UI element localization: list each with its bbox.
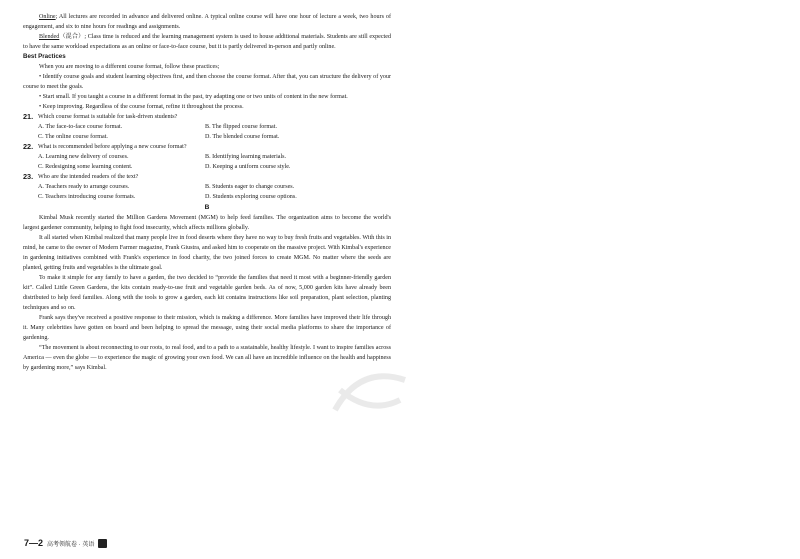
- question-23: [23, 172, 391, 202]
- question-number: 21.: [23, 112, 34, 121]
- footer-title: 高考领航卷 · 英语: [47, 541, 95, 548]
- watermark-stamp: [330, 360, 410, 420]
- passage-paragraph: “The movement is about reconnecting to our roots, to real food, and to a path to a sustainable, healthy lifestyle. I want to inspire families across America — even the globe — to experience the magic of growing your own food. We can all have an incredible influence on the health and happiness by gardening more,” says Kimbal.: [23, 345, 391, 371]
- option-d: D. The blended course format.: [205, 134, 280, 140]
- option-b: B. Students eager to change courses.: [205, 184, 295, 190]
- page-footer: [24, 538, 107, 548]
- question-text: Who are the intended readers of the text?: [38, 174, 139, 180]
- option-c: C. The online course format.: [38, 134, 108, 140]
- passage-paragraph: Kimbal Musk recently started the Million Gardens Movement (MGM) to help feed families. The organization aims to become the world's largest gardener community, helping to fight food insecurity, which affects millions globally.: [23, 215, 391, 231]
- online-paragraph: Online; All lectures are recorded in advance and delivered online. A typical online course will have one hour of lecture a week, two hours of engagement, and six to nine hours for readings and assignments.: [23, 14, 391, 30]
- option-d: D. Students exploring course options.: [205, 194, 297, 200]
- option-c: C. Teachers introducing course formats.: [38, 194, 136, 200]
- bullet-item: • Identify course goals and student learning objectives first, and then choose the course format. After that, you can structure the delivery of your course to meet the goals.: [23, 74, 391, 90]
- question-text: Which course format is suitable for task-driven students?: [38, 114, 178, 120]
- question-text: What is recommended before applying a new course format?: [38, 144, 187, 150]
- option-c: C. Redesigning some learning content.: [38, 164, 133, 170]
- bullet-item: • Start small. If you taught a course in a different format in the past, try adapting one or two units of content in the new format.: [39, 94, 348, 100]
- option-b: B. The flipped course format.: [205, 124, 277, 130]
- page-number: 7—2: [24, 538, 44, 548]
- passage-paragraph: To make it simple for any family to have a garden, the two decided to “provide the families that need it most with a beginner-friendly garden kit”. Called Little Green Gardens, the kits contain ready-to-use fruit and vegetable garden beds. As of now, 5,000 garden kits have already been distributed to help feed families. Along with the tools to grow a garden, each kit contains instructions like soil preparation, plant selection, planting techniques and so on.: [23, 275, 391, 311]
- question-number: 23.: [23, 172, 34, 181]
- option-a: A. The face-to-face course format.: [38, 124, 123, 130]
- option-d: D. Keeping a uniform course style.: [205, 164, 291, 170]
- blended-term: Blended: [39, 34, 60, 40]
- question-21: [23, 112, 391, 142]
- best-practices-lead: When you are moving to a different course format, follow these practices;: [39, 64, 220, 70]
- publisher-logo-icon: [98, 539, 107, 548]
- online-term: Online: [39, 14, 56, 20]
- passage-paragraph: It all started when Kimbal realized that many people live in food deserts where they have no way to buy fresh fruits and vegetables. With this in mind, he came to the owner of Modern Farmer magazine, Frank Giustra, and asked him to cooperate on the massive project. With Kimbal's experience in gardening initiatives combined with Frank's experience in food charity, the two joined forces to create MGM. No matter where the seeds are planted, getting fruits and vegetables is the ultimate goal.: [23, 235, 391, 271]
- section-b-heading: B: [204, 204, 210, 211]
- option-b: B. Identifying learning materials.: [205, 154, 287, 160]
- exam-page: [23, 12, 391, 373]
- blended-paragraph: Blended（混合）; Class time is reduced and the learning management system is used to house additional materials. Students are still expected to have the same workload expectations as an online or face-to-face course, but it is partly delivered in-person and partly online.: [23, 34, 391, 50]
- question-22: [23, 142, 391, 172]
- passage-paragraph: Frank says they've received a positive response to their mission, which is making a difference. More families have improved their life through it. Many celebrities have gotten on board and been helping to spread the message, using their social media platforms to share the importance of gardening.: [23, 315, 391, 341]
- bullet-item: • Keep improving. Regardless of the course format, refine it throughout the process.: [39, 104, 244, 110]
- option-a: A. Learning new delivery of courses.: [38, 154, 129, 160]
- best-practices-heading: Best Practices: [23, 53, 66, 60]
- option-a: A. Teachers ready to arrange courses.: [38, 184, 130, 190]
- question-number: 22.: [23, 142, 34, 151]
